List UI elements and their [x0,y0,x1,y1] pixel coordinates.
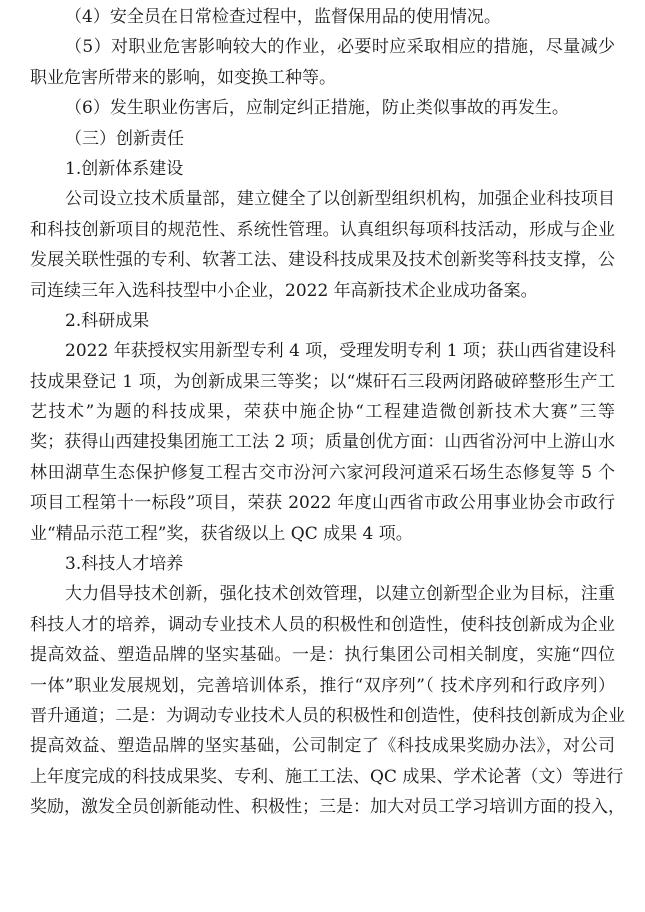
paragraph-line: 一体”职业发展规划，完善培训体系，推行“双序列”（ 技术序列和行政序列） [30,675,615,696]
section-heading-innovation: （三）创新责任 [65,128,184,149]
paragraph-line: 大力倡导技术创新，强化技术创效管理，以建立创新型企业为目标，注重 [65,584,615,605]
paragraph-line: 和科技创新项目的规范性、系统性管理。认真组织每项科技活动，形成与企业 [30,219,615,240]
list-item-6: （6）发生职业伤害后，应制定纠正措施，防止类似事故的再发生。 [65,98,569,119]
paragraph-line: 发展关联性强的专利、软著工法、建设科技成果及技术创新奖等科技支撑，公 [30,250,615,271]
paragraph-line: 公司设立技术质量部，建立健全了以创新型组织机构，加强企业科技项目 [65,189,615,210]
paragraph-line: 提高效益、塑造品牌的坚实基础，公司制定了《科技成果奖励办法》，对公司 [30,736,615,757]
paragraph-line: 科技人才的培养，调动专业技术人员的积极性和创造性，使科技创新成为企业 [30,614,615,635]
paragraph-line: 奖；获得山西建投集团施工工法 2 项；质量创优方面：山西省汾河中上游山水 [30,432,615,453]
paragraph-line: 林田湖草生态保护修复工程古交市汾河六家河段河道采石场生态修复等 5 个 [30,462,615,483]
paragraph-line: 奖励，激发全员创新能动性、积极性；三是：加大对员工学习培训方面的投入， [30,797,625,818]
paragraph-line: 提高效益、塑造品牌的坚实基础。一是：执行集团公司相关制度，实施“四位 [30,645,615,666]
list-item-5-continued: 职业危害所带来的影响，如变换工种等。 [30,67,336,88]
paragraph-line: 晋升通道；二是：为调动专业技术人员的积极性和创造性，使科技创新成为企业 [30,705,625,726]
paragraph-line: 项目工程第十一标段”项目，荣获 2022 年度山西省市政公用事业协会市政行 [30,493,615,514]
subheading-talent-training: 3.科技人才培养 [65,554,184,575]
list-item-5: （5）对职业危害影响较大的作业，必要时应采取相应的措施，尽量减少 [65,37,615,58]
paragraph-line: 艺技术”为题的科技成果，荣获中施企协“工程建造微创新技术大赛”三等 [30,402,615,423]
list-item-4: （4）安全员在日常检查过程中，监督保用品的使用情况。 [65,7,501,27]
subheading-research-results: 2.科研成果 [65,310,150,331]
paragraph-line: 上年度完成的科技成果奖、专利、施工工法、QC 成果、学术论著（文）等进行 [30,766,624,787]
paragraph-line: 业“精品示范工程”奖，获省级以上 QC 成果 4 项。 [30,523,413,544]
paragraph-line: 司连续三年入选科技型中小企业，2022 年高新技术企业成功备案。 [30,280,538,301]
paragraph-line: 2022 年获授权实用新型专利 4 项，受理发明专利 1 项；获山西省建设科 [65,341,616,362]
subheading-innovation-system: 1.创新体系建设 [65,158,184,179]
paragraph-line: 技成果登记 1 项，为创新成果三等奖；以“煤矸石三段两闭路破碎整形生产工 [30,371,615,392]
